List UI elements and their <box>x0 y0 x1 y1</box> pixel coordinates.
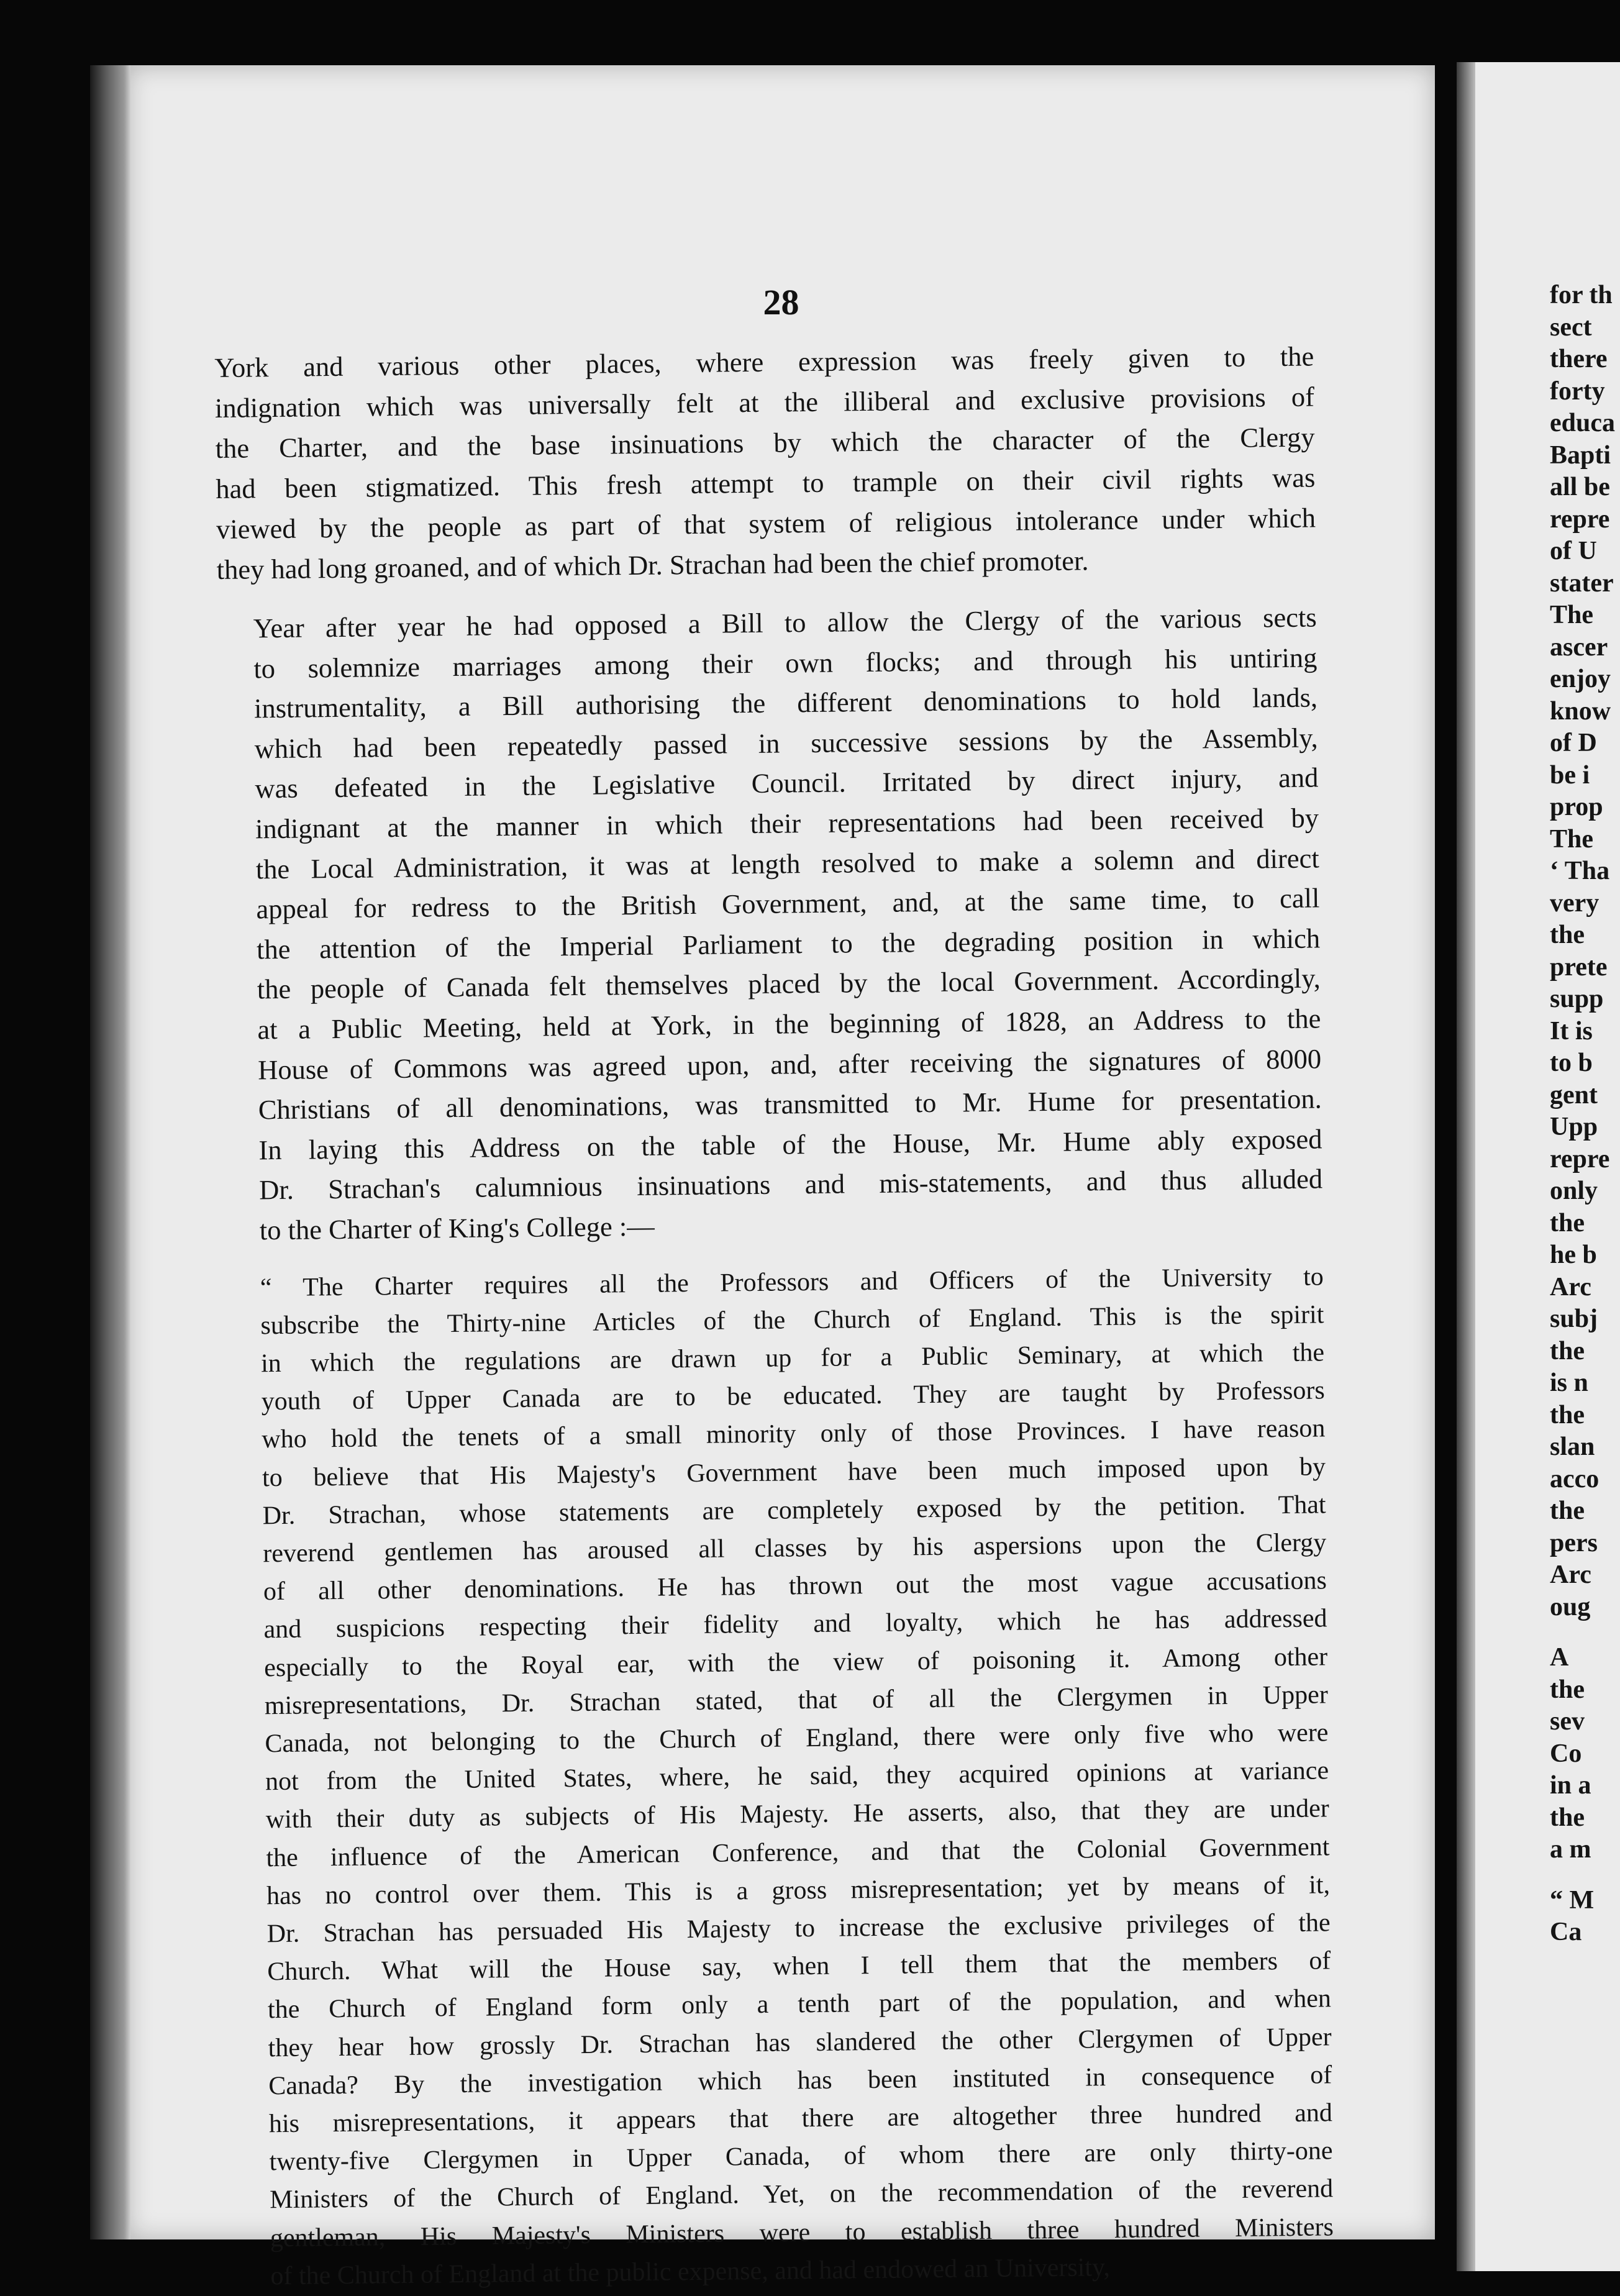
line-fragment: ‘ Tha <box>1550 857 1610 885</box>
line-fragment: slan <box>1550 1433 1595 1461</box>
line-fragment: oug <box>1550 1592 1591 1621</box>
text-line: House of Commons was agreed upon, and, after receiving the signatures of 8000 <box>257 1042 1322 1085</box>
text-line: and suspicions respecting their fidelity and loyalty, which he has addressed <box>263 1604 1327 1644</box>
line-fragment: Bapti <box>1550 440 1611 470</box>
line-fragment: in a <box>1550 1771 1591 1800</box>
text-line: misrepresentations, Dr. Strachan stated, that of all the Clergymen in Upper <box>264 1680 1329 1721</box>
text-line: the people of Canada felt themselves placed by the local Government. Accordingly, <box>257 962 1321 1005</box>
line-fragment: he b <box>1550 1241 1597 1269</box>
line-fragment: there <box>1550 345 1608 373</box>
text-line: at a Public Meeting, held at York, in the beginning of 1828, an Address to the <box>257 1003 1321 1046</box>
text-line: subscribe the Thirty-nine Articles of the Church of England. This is the spirit <box>260 1300 1324 1341</box>
text-line: they hear how grossly Dr. Strachan has slandered the other Clergymen of Upper <box>268 2022 1332 2062</box>
right-page-cropped <box>1457 62 1620 2271</box>
line-fragment: A <box>1550 1643 1569 1672</box>
line-fragment: Arc <box>1550 1272 1591 1301</box>
text-line: Canada, not belonging to the Church of England, there were only five who were <box>265 1718 1329 1759</box>
text-line: to the Charter of King's College :— <box>259 1210 655 1246</box>
paragraph-2 <box>217 597 1323 1250</box>
line-fragment: The <box>1550 824 1594 854</box>
left-page <box>127 65 1435 2291</box>
text-line: appeal for redress to the British Government, and, at the same time, to call <box>256 882 1320 925</box>
line-fragment: know <box>1550 696 1611 726</box>
text-line: reverend gentlemen has aroused all classes by his aspersions upon the Clergy <box>263 1528 1327 1569</box>
right-fragments-block-1 <box>1550 280 1620 1623</box>
line-fragment: the <box>1550 1400 1585 1429</box>
line-fragment: the <box>1550 1336 1585 1365</box>
text-line: the Local Administration, it was at length resolved to make a solemn and direct <box>255 842 1319 885</box>
text-line: to solemnize marriages among their own flocks; and through his untiring <box>253 642 1317 684</box>
line-fragment: sect <box>1550 312 1592 342</box>
line-fragment: The <box>1550 601 1594 629</box>
text-line: in which the regulations are drawn up for a Public Seminary, at which the <box>260 1338 1325 1378</box>
text-line: was defeated in the Legislative Council. Irritated by direct injury, and <box>255 762 1319 804</box>
line-fragment: only <box>1550 1177 1598 1205</box>
line-fragment: It is <box>1550 1016 1593 1046</box>
line-fragment: the <box>1550 1675 1585 1704</box>
text-line: especially to the Royal ear, with the view of poisoning it. Among other <box>264 1642 1328 1682</box>
text-line: the influence of the American Conference, and that the Colonial Government <box>266 1832 1330 1872</box>
text-line: gentleman, His Majesty's Ministers were to establish three hundred Ministers <box>270 2212 1334 2253</box>
text-line: to believe that His Majesty's Government have been much imposed upon by <box>262 1452 1326 1492</box>
line-fragment: Co <box>1550 1739 1582 1768</box>
line-fragment: Arc <box>1550 1560 1591 1589</box>
text-line: instrumentality, a Bill authorising the different denominations to hold lands, <box>253 681 1318 724</box>
line-fragment: acco <box>1550 1464 1600 1493</box>
text-line: Church. What will the House say, when I tell them that the members of <box>267 1946 1331 1987</box>
right-fragments-block-3 <box>1550 1885 1620 1949</box>
line-fragment: a m <box>1550 1835 1591 1864</box>
text-line: of the Church of England at the public expense, and had endowed an University, <box>270 2253 1111 2291</box>
line-fragment: forty <box>1550 376 1605 406</box>
text-line: viewed by the people as part of that system of religious intolerance under which <box>216 502 1316 545</box>
text-line: In laying this Address on the table of the House, Mr. Hume ably exposed <box>258 1123 1322 1166</box>
line-fragment: prop <box>1550 793 1603 821</box>
line-fragment: “ M <box>1550 1885 1595 1915</box>
line-fragment: is n <box>1550 1369 1588 1397</box>
text-line: with their duty as subjects of His Majesty. He asserts, also, that they are under <box>265 1794 1329 1834</box>
text-line: York and various other places, where expression was freely given to the <box>214 340 1314 383</box>
line-fragment: the <box>1550 1208 1585 1237</box>
line-fragment: pers <box>1550 1528 1598 1557</box>
line-fragment: ascer <box>1550 632 1608 662</box>
line-fragment: very <box>1550 888 1600 918</box>
line-fragment: subj <box>1550 1305 1598 1333</box>
text-line: of all other denominations. He has thrown out the most vague accusations <box>263 1566 1327 1606</box>
text-line: not from the United States, where, he said, they acquired opinions at variance <box>265 1756 1329 1797</box>
line-fragment: of U <box>1550 537 1597 565</box>
text-line: his misrepresentations, it appears that there are altogether three hundred and <box>268 2098 1333 2139</box>
text-line: they had long groaned, and of which Dr. Strachan had been the chief promoter. <box>216 545 1089 585</box>
line-fragment: the <box>1550 921 1585 949</box>
page-text <box>214 336 1334 2295</box>
quoted-passage <box>224 1258 1334 2296</box>
line-fragment: all be <box>1550 473 1610 501</box>
line-fragment: stater <box>1550 568 1614 598</box>
line-fragment: Upp <box>1550 1113 1598 1141</box>
text-line: Ministers of the Church of England. Yet, on the recommendation of the reverend <box>269 2174 1334 2215</box>
line-fragment: supp <box>1550 985 1604 1013</box>
text-line: has no control over them. This is a gross misrepresentation; yet by means of it, <box>266 1870 1331 1911</box>
line-fragment: repre <box>1550 1144 1610 1173</box>
text-line: indignant at the manner in which their representations had been received by <box>255 802 1319 845</box>
line-fragment: for th <box>1550 281 1613 309</box>
line-fragment: gent <box>1550 1080 1598 1109</box>
line-fragment: to b <box>1550 1049 1593 1077</box>
text-line: who hold the tenets of a small minority only of those Provinces. I have reason <box>262 1414 1326 1454</box>
text-line: the Charter, and the base insinuations by which the character of the Clergy <box>215 421 1315 464</box>
line-fragment: educa <box>1550 409 1615 437</box>
right-page-line-fragments <box>1550 280 1620 1949</box>
text-line: had been stigmatized. This fresh attempt to trample on their civil rights was <box>216 462 1316 504</box>
text-line: indignation which was universally felt at the illiberal and exclusive provisions of <box>214 381 1315 424</box>
line-fragment: Ca <box>1550 1918 1582 1946</box>
paragraph-1 <box>214 336 1316 590</box>
text-line: “ The Charter requires all the Professors and Officers of the University to <box>260 1262 1324 1302</box>
text-line: Dr. Strachan, whose statements are completely exposed by the petition. That <box>262 1490 1326 1531</box>
text-line: Dr. Strachan has persuaded His Majesty to increase the exclusive privileges of the <box>266 1908 1331 1949</box>
page-number: 28 <box>763 282 799 322</box>
text-line: the Church of England form only a tenth part of the population, and when <box>267 1984 1332 2025</box>
line-fragment: repre <box>1550 504 1610 534</box>
text-line: Christians of all denominations, was transmitted to Mr. Hume for presentation. <box>258 1083 1322 1126</box>
text-line: Dr. Strachan's calumnious insinuations and mis-statements, and thus alluded <box>258 1163 1323 1206</box>
text-line: which had been repeatedly passed in successive sessions by the Assembly, <box>254 722 1318 765</box>
line-fragment: enjoy <box>1550 665 1611 693</box>
line-fragment: sev <box>1550 1707 1585 1736</box>
text-line: Year after year he had opposed a Bill to allow the Clergy of the various sects <box>253 601 1317 644</box>
right-fragments-block-2 <box>1550 1642 1620 1866</box>
line-fragment: the <box>1550 1496 1585 1525</box>
line-fragment: of D <box>1550 729 1597 757</box>
line-fragment: be i <box>1550 760 1590 790</box>
text-line: the attention of the Imperial Parliament to the degrading position in which <box>256 922 1321 965</box>
text-line: twenty-five Clergymen in Upper Canada, of whom there are only thirty-one <box>269 2136 1333 2177</box>
text-line: youth of Upper Canada are to be educated. They are taught by Professors <box>261 1376 1325 1416</box>
text-line: Canada? By the investigation which has been instituted in consequence of <box>268 2061 1332 2101</box>
line-fragment: prete <box>1550 952 1608 982</box>
line-fragment: the <box>1550 1803 1585 1832</box>
